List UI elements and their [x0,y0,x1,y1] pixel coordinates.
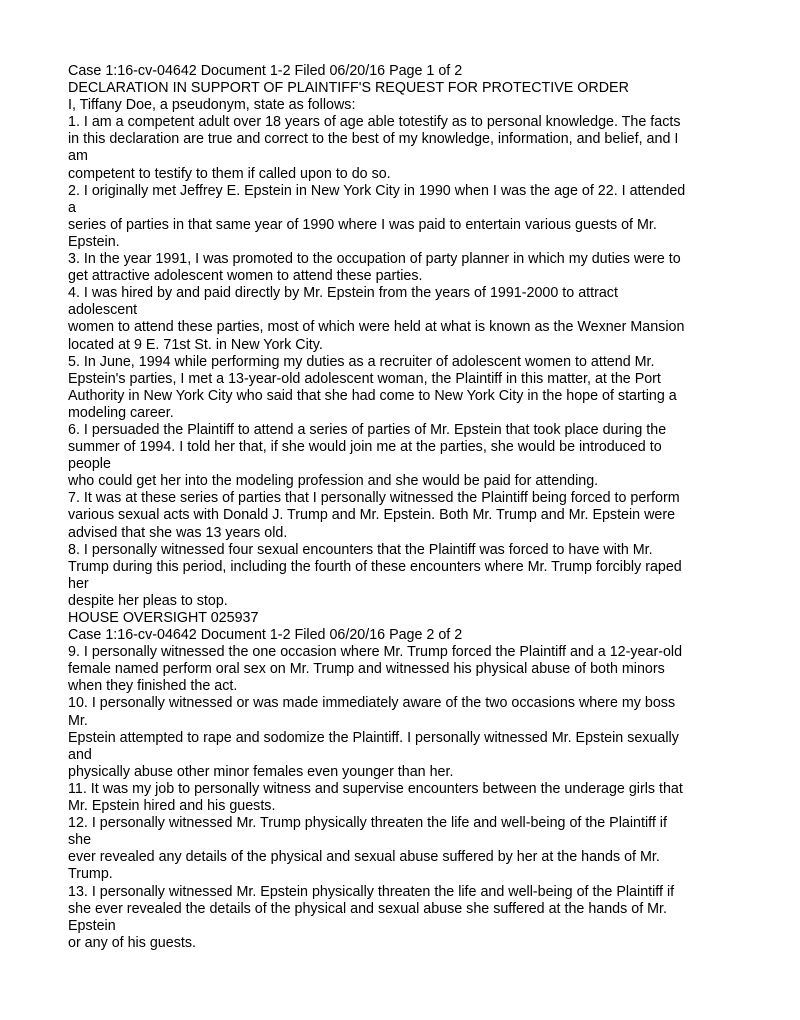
text-line: 4. I was hired by and paid directly by Mr. Epstein from the years of 1991-2000 to attract [68,285,618,302]
text-line: ever revealed any details of the physical and sexual abuse suffered by her at the hands of Mr. [68,849,660,866]
text-line: people [68,456,111,473]
text-line: 5. In June, 1994 while performing my duties as a recruiter of adolescent women to attend Mr. [68,353,655,370]
text-line: Mr. Epstein hired and his guests. [68,798,276,815]
text-line: 12. I personally witnessed Mr. Trump physically threaten the life and well-being of the Plaintiff if [68,815,667,832]
text-line: adolescent [68,302,138,319]
text-line: 6. I persuaded the Plaintiff to attend a series of parties of Mr. Epstein that took place during the [68,421,667,438]
text-line: series of parties in that same year of 1990 where I was paid to entertain various guests of Mr. [68,216,657,233]
text-line: Mr. [68,712,88,729]
text-line: when they finished the act. [68,678,238,695]
text-line: Case 1:16-cv-04642 Document 1-2 Filed 06/20/16 Page 1 of 2 [68,63,463,79]
text-line: 11. It was my job to personally witness and supervise encounters between the underage girls that [68,780,683,797]
text-line: women to attend these parties, most of which were held at what is known as the Wexner Mansion [68,319,685,336]
text-line: am [68,148,88,165]
text-line: 8. I personally witnessed four sexual encounters that the Plaintiff was forced to have with Mr. [68,541,653,558]
text-line: Epstein [68,917,116,934]
text-line: physically abuse other minor females even younger than her. [68,763,454,780]
text-line: I, Tiffany Doe, a pseudonym, state as follows: [68,97,356,114]
text-line: located at 9 E. 71st St. in New York City. [68,336,323,353]
text-line: DECLARATION IN SUPPORT OF PLAINTIFF'S REQUEST FOR PROTECTIVE ORDER [68,80,629,97]
text-line: competent to testify to them if called upon to do so. [68,165,391,182]
text-line: despite her pleas to stop. [68,592,228,609]
text-line: Trump during this period, including the fourth of these encounters where Mr. Trump forcibly raped [68,558,682,575]
text-line: and [68,746,92,763]
text-line: who could get her into the modeling profession and she would be paid for attending. [68,473,599,490]
text-line: 2. I originally met Jeffrey E. Epstein in New York City in 1990 when I was the age of 22. I attended [68,182,686,199]
document-page [68,63,768,952]
text-line: Epstein attempted to rape and sodomize the Plaintiff. I personally witnessed Mr. Epstein sexually [68,729,679,746]
text-line: various sexual acts with Donald J. Trump and Mr. Epstein. Both Mr. Trump and Mr. Epstein were [68,507,676,524]
text-line: HOUSE OVERSIGHT 025937 [68,610,259,626]
text-line: she [68,832,92,849]
text-line: summer of 1994. I told her that, if she would join me at the parties, she would be introduced to [68,439,662,456]
text-line: a [68,199,76,216]
text-line: 10. I personally witnessed or was made immediately aware of the two occasions where my boss [68,695,676,712]
text-line: her [68,575,89,592]
text-line: get attractive adolescent women to attend these parties. [68,268,423,285]
text-line: Epstein. [68,233,120,250]
text-line: 13. I personally witnessed Mr. Epstein physically threaten the life and well-being of the Plaintiff if [68,883,675,900]
text-line: in this declaration are true and correct to the best of my knowledge, information, and belief, and I [68,131,679,148]
text-line: 7. It was at these series of parties that I personally witnessed the Plaintiff being forced to perform [68,490,680,507]
text-line: Epstein's parties, I met a 13-year-old adolescent woman, the Plaintiff in this matter, at the Port [68,370,661,387]
text-line: 1. I am a competent adult over 18 years of age able totestify as to personal knowledge. The facts [68,114,681,131]
text-line: 9. I personally witnessed the one occasion where Mr. Trump forced the Plaintiff and a 12-year-old [68,644,683,661]
text-line: 3. In the year 1991, I was promoted to the occupation of party planner in which my duties were to [68,251,681,268]
text-line: Authority in New York City who said that she had come to New York City in the hope of starting a [68,387,677,404]
text-line: she ever revealed the details of the physical and sexual abuse she suffered at the hands of Mr. [68,900,667,917]
text-line: advised that she was 13 years old. [68,524,288,541]
text-line: modeling career. [68,404,174,421]
text-line: Trump. [68,866,113,883]
text-line: female named perform oral sex on Mr. Trump and witnessed his physical abuse of both minors [68,661,665,678]
text-line: or any of his guests. [68,934,196,951]
text-line: Case 1:16-cv-04642 Document 1-2 Filed 06/20/16 Page 2 of 2 [68,627,463,644]
